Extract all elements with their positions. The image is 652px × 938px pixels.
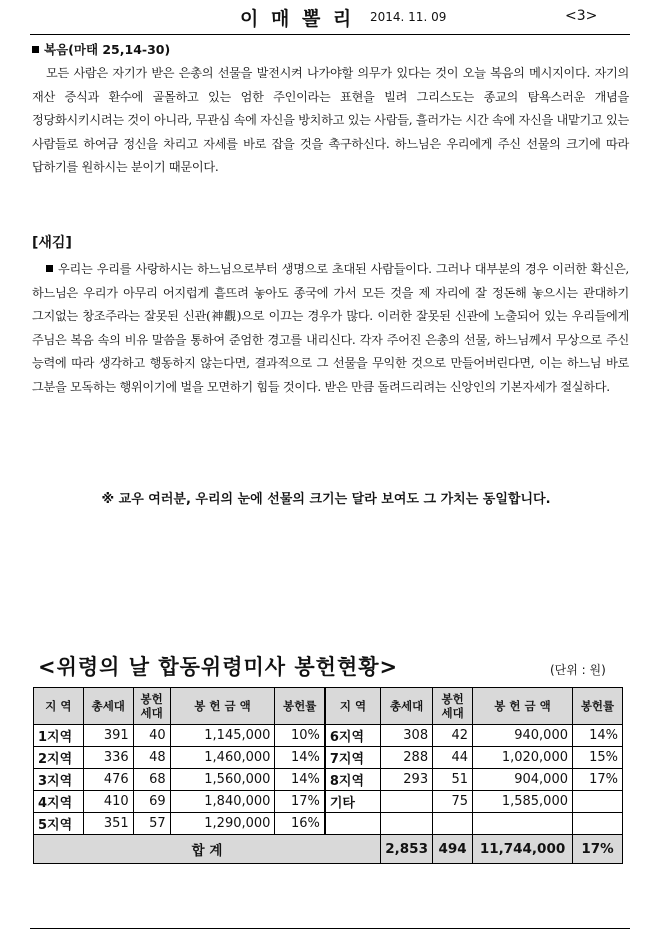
cell-households: 476	[83, 769, 133, 791]
cell-offering-hh: 75	[433, 791, 473, 813]
cell-amount: 1,585,000	[473, 791, 573, 813]
cell-amount: 1,560,000	[170, 769, 275, 791]
total-households: 2,853	[381, 835, 433, 864]
cell-households: 308	[381, 725, 433, 747]
cell-region: 기타	[325, 791, 381, 813]
cell-households: 288	[381, 747, 433, 769]
gospel-heading	[32, 40, 170, 58]
header-rate: 봉헌률	[573, 688, 623, 725]
cell-rate	[573, 813, 623, 835]
total-rate: 17%	[573, 835, 623, 864]
page-number: <3>	[565, 8, 598, 24]
total-row	[34, 835, 623, 864]
header-region: 지 역	[325, 688, 381, 725]
cell-offering-hh: 51	[433, 769, 473, 791]
square-bullet-icon	[46, 265, 53, 272]
square-bullet-icon	[32, 46, 39, 53]
table-unit: (단위 : 원)	[550, 663, 606, 677]
cell-offering-hh: 69	[133, 791, 170, 813]
cell-amount: 1,840,000	[170, 791, 275, 813]
reflection-heading: [새김]	[32, 235, 72, 251]
header-households: 총세대	[83, 688, 133, 725]
cell-amount: 1,290,000	[170, 813, 275, 835]
cell-households: 351	[83, 813, 133, 835]
cell-offering-hh: 40	[133, 725, 170, 747]
cell-amount: 1,460,000	[170, 747, 275, 769]
cell-rate: 17%	[275, 791, 325, 813]
cell-region: 6지역	[325, 725, 381, 747]
cell-region: 2지역	[34, 747, 84, 769]
cell-rate	[573, 791, 623, 813]
cell-households: 391	[83, 725, 133, 747]
header-region: 지 역	[34, 688, 84, 725]
cell-rate: 14%	[275, 769, 325, 791]
header-amount: 봉 헌 금 액	[170, 688, 275, 725]
header-rate: 봉헌률	[275, 688, 325, 725]
table-header-row	[34, 688, 623, 725]
table-row	[34, 747, 623, 769]
cell-region: 7지역	[325, 747, 381, 769]
cell-offering-hh: 44	[433, 747, 473, 769]
cell-region: 1지역	[34, 725, 84, 747]
cell-offering-hh: 57	[133, 813, 170, 835]
bulletin-date: 2014. 11. 09	[370, 10, 447, 24]
closing-note: ※ 교우 여러분, 우리의 눈에 선물의 크기는 달라 보여도 그 가치는 동일합니다.	[101, 492, 551, 507]
cell-amount: 1,145,000	[170, 725, 275, 747]
cell-rate: 15%	[573, 747, 623, 769]
page-header	[30, 0, 630, 35]
table-row	[34, 813, 623, 835]
cell-households: 336	[83, 747, 133, 769]
bulletin-title: 이 매 뽈 리	[240, 8, 355, 30]
cell-offering-hh: 68	[133, 769, 170, 791]
cell-rate: 17%	[573, 769, 623, 791]
cell-region: 5지역	[34, 813, 84, 835]
table-row	[34, 791, 623, 813]
cell-region: 4지역	[34, 791, 84, 813]
gospel-heading-text: 복음(마태 25,14-30)	[44, 42, 171, 57]
offering-table	[33, 687, 623, 864]
footer-divider	[30, 928, 630, 929]
cell-rate: 14%	[275, 747, 325, 769]
table-title: <위령의 날 합동위령미사 봉헌현황>	[38, 655, 399, 679]
cell-region: 8지역	[325, 769, 381, 791]
header-offering-households: 봉헌 세대	[433, 688, 473, 725]
cell-households: 410	[83, 791, 133, 813]
cell-offering-hh: 48	[133, 747, 170, 769]
cell-offering-hh	[433, 813, 473, 835]
cell-rate: 16%	[275, 813, 325, 835]
total-amount: 11,744,000	[473, 835, 573, 864]
cell-region	[325, 813, 381, 835]
reflection-paragraph	[32, 258, 629, 399]
cell-households	[381, 791, 433, 813]
header-amount: 봉 헌 금 액	[473, 688, 573, 725]
cell-households: 293	[381, 769, 433, 791]
cell-amount	[473, 813, 573, 835]
cell-region: 3지역	[34, 769, 84, 791]
cell-rate: 14%	[573, 725, 623, 747]
table-row	[34, 769, 623, 791]
table-row	[34, 725, 623, 747]
cell-rate: 10%	[275, 725, 325, 747]
total-offering-households: 494	[433, 835, 473, 864]
header-households: 총세대	[381, 688, 433, 725]
gospel-paragraph: 모든 사람은 자기가 받은 은총의 선물을 발전시켜 나가야할 의무가 있다는 것이 오늘 복음의 메시지이다. 자기의 재산 증식과 환수에 골몰하고 있는 엄한 주인이라는 표현을 빌려 그리스도는 종교의 탐욕스러운 개념을 정당화시키시려는 것이 아니라, 무관심 속에 자신을 방치하고 있는 사람들, 흘러가는 시간 속에 자신을 내맡기고 있는 사람들로 하여금 정신을 차리고 자세를 바로 잡을 것을 촉구하신다. 하느님은 우리에게 주신 선물의 크기에 따라 답하기를 원하시는 분이기 때문이다.	[32, 66, 629, 174]
cell-amount: 904,000	[473, 769, 573, 791]
header-offering-households: 봉헌 세대	[133, 688, 170, 725]
cell-households	[381, 813, 433, 835]
cell-amount: 940,000	[473, 725, 573, 747]
reflection-text: 우리는 우리를 사랑하시는 하느님으로부터 생명으로 초대된 사람들이다. 그러나 대부분의 경우 이러한 확신은, 하느님은 우리가 아무리 어지럽게 흩뜨려 놓아도 종국에 가서 모든 것을 제 자리에 잘 정돈해 놓으시는 관대하기 그지없는 창조주라는 잘못된 신관(神觀)으로 이끄는 경우가 많다. 이러한 잘못된 신관에 노출되어 있는 우리들에게 주님은 복음 속의 비유 말씀을 통하여 준엄한 경고를 내리신다. 각자 주어진 은총의 선물, 하느님께서 무상으로 주신 능력에 따라 생각하고 행동하지 않는다면, 결과적으로 그 선물을 무익한 것으로 만들어버린다면, 이는 하느님 바로 그분을 모독하는 행위이기에 벌을 모면하기 힘들 것이다. 받은 만큼 돌려드리려는 신앙인의 기본자세가 절실하다.	[32, 262, 629, 394]
cell-amount: 1,020,000	[473, 747, 573, 769]
cell-offering-hh: 42	[433, 725, 473, 747]
total-label: 합 계	[34, 835, 381, 864]
